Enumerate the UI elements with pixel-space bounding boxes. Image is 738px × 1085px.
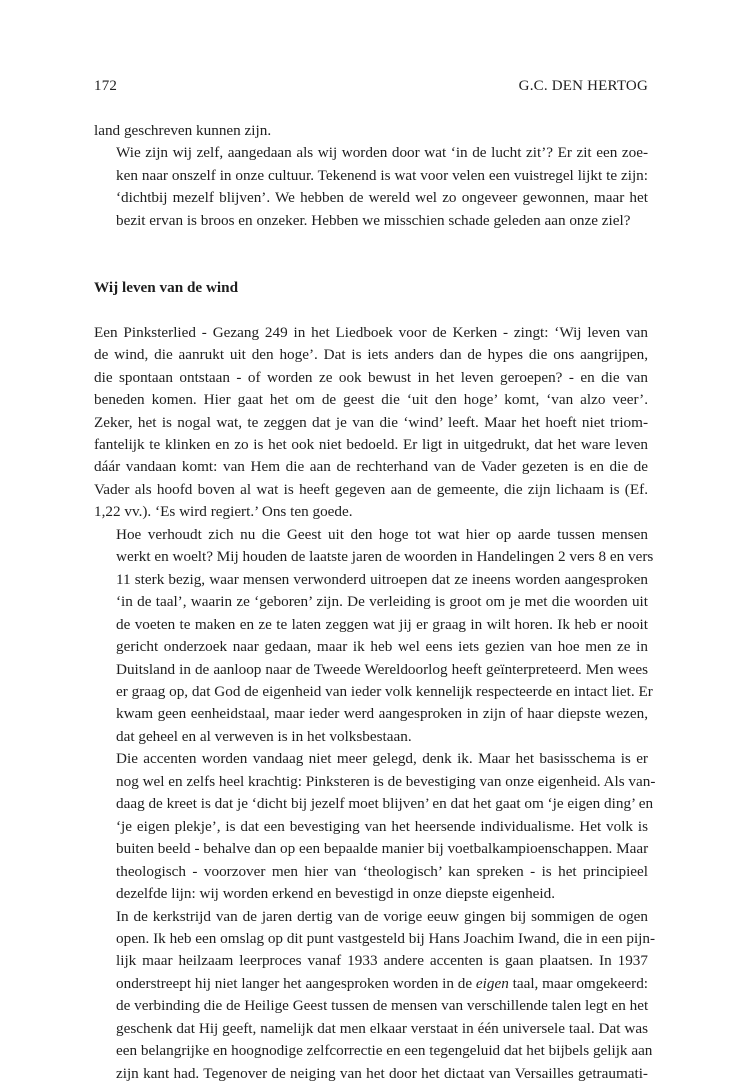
text-line: Vader als hoofd boven al wat is heeft gegeven aan de gemeente, die zijn lichaam is (Ef. bbox=[94, 479, 648, 501]
text-line: bezit ervan is broos en onzeker. Hebben we misschien schade geleden aan onze ziel? bbox=[94, 210, 648, 232]
text-line: theologisch - voorzover men hier van ‘theologisch’ kan spreken - is het principieel bbox=[94, 861, 648, 883]
section-paragraph-4 bbox=[94, 906, 648, 1085]
text-line: Zeker, het is nogal wat, te zeggen dat je van die ‘wind’ leeft. Maar het hoeft niet triom- bbox=[94, 412, 648, 434]
section-heading: Wij leven van de wind bbox=[94, 277, 648, 299]
intro-paragraph-2 bbox=[94, 142, 648, 232]
text-line: lijk maar heilzaam leerproces vanaf 1933 andere accenten is gaan plaatsen. In 1937 bbox=[94, 950, 648, 972]
page-body bbox=[94, 120, 648, 1085]
running-head-author: G.C. DEN HERTOG bbox=[519, 78, 648, 95]
text-line: werkt en woelt? Mij houden de laatste jaren de woorden in Handelingen 2 vers 8 en vers bbox=[94, 546, 648, 568]
text-line: dat geheel en al verweven is in het volksbestaan. bbox=[94, 726, 648, 748]
page-number: 172 bbox=[94, 78, 117, 95]
text-line: de verbinding die de Heilige Geest tussen de mensen van verschillende talen legt en het bbox=[94, 995, 648, 1017]
text-line-with-emphasis bbox=[94, 973, 648, 995]
text-line: gericht onderzoek naar gedaan, maar ik heb wel eens iets gezien van hoe men ze in bbox=[94, 636, 648, 658]
text-line: 11 sterk bezig, waar mensen verwonderd uitroepen dat ze ineens worden aangesproken bbox=[94, 569, 648, 591]
text-line: er graag op, dat God de eigenheid van ieder volk kennelijk respecteerde en intact liet. Er bbox=[94, 681, 648, 703]
text-line: Duitsland in de aanloop naar de Tweede Wereldoorlog heeft geïnterpreteerd. Men wees bbox=[94, 659, 648, 681]
emphasized-word: eigen bbox=[476, 975, 509, 992]
text-line: kwam geen eenheidstaal, maar ieder werd aangesproken in zijn of haar diepste wezen, bbox=[94, 703, 648, 725]
text-line: Die accenten worden vandaag niet meer gelegd, denk ik. Maar het basisschema is er bbox=[94, 748, 648, 770]
text-run: onderstreept hij niet langer het aangesproken worden in de bbox=[116, 975, 476, 992]
text-line: In de kerkstrijd van de jaren dertig van de vorige eeuw gingen bij sommigen de ogen bbox=[94, 906, 648, 928]
text-line: fantelijk te klinken en zo is het ook niet bedoeld. Er ligt in uitgedrukt, dat het ware leven bbox=[94, 434, 648, 456]
text-line: buiten beeld - behalve dan op een bepaalde manier bij voetbalkampioenschappen. Maar bbox=[94, 838, 648, 860]
intro-paragraph-1 bbox=[94, 120, 648, 142]
text-line: geschenk dat Hij geeft, namelijk dat men elkaar verstaat in één universele taal. Dat was bbox=[94, 1018, 648, 1040]
spacer bbox=[94, 232, 648, 277]
text-run: taal, maar omgekeerd: bbox=[509, 975, 648, 992]
text-line: die spontaan ontstaan - of worden ze ook bewust in het leven geroepen? - en die van bbox=[94, 367, 648, 389]
text-line: ken naar onszelf in onze cultuur. Tekenend is wat voor velen een vuistregel lijkt te zijn: bbox=[94, 165, 648, 187]
text-line: ‘je eigen plekje’, is dat een bevestiging van het heersende individualisme. Het volk is bbox=[94, 816, 648, 838]
text-line: de wind, die aanrukt uit den hoge’. Dat is iets anders dan de hypes die ons aangrijpen, bbox=[94, 344, 648, 366]
text-line: daag de kreet is dat je ‘dicht bij jezelf moet blijven’ en dat het gaat om ‘je eigen ding’ en bbox=[94, 793, 648, 815]
text-line: nog wel en zelfs heel krachtig: Pinksteren is de bevestiging van onze eigenheid. Als van- bbox=[94, 771, 648, 793]
text-line: land geschreven kunnen zijn. bbox=[94, 120, 648, 142]
text-line: 1,22 vv.). ‘Es wird regiert.’ Ons ten goede. bbox=[94, 501, 648, 523]
section-paragraph-1 bbox=[94, 322, 648, 524]
text-line: de voeten te maken en ze te laten zeggen wat jij er graag in wilt horen. Ik heb er nooit bbox=[94, 614, 648, 636]
text-line: open. Ik heb een omslag op dit punt vastgesteld bij Hans Joachim Iwand, die in een pijn- bbox=[94, 928, 648, 950]
text-line: Wie zijn wij zelf, aangedaan als wij worden door wat ‘in de lucht zit’? Er zit een zoe- bbox=[94, 142, 648, 164]
section-paragraph-3 bbox=[94, 748, 648, 905]
text-line: een belangrijke en hoognodige zelfcorrectie en een tegengeluid dat het bijbels gelijk aan bbox=[94, 1040, 648, 1062]
text-line: ‘dichtbij mezelf blijven’. We hebben de wereld wel zo ongeveer gewonnen, maar het bbox=[94, 187, 648, 209]
text-line: Hoe verhoudt zich nu die Geest uit den hoge tot wat hier op aarde tussen mensen bbox=[94, 524, 648, 546]
text-line: dáár vandaan komt: van Hem die aan de rechterhand van de Vader gezeten is en die de bbox=[94, 456, 648, 478]
section-paragraph-2 bbox=[94, 524, 648, 749]
text-line: Een Pinksterlied - Gezang 249 in het Liedboek voor de Kerken - zingt: ‘Wij leven van bbox=[94, 322, 648, 344]
spacer bbox=[94, 300, 648, 322]
running-head bbox=[94, 78, 648, 95]
text-line: zijn kant had. Tegenover de neiging van het door het dictaat van Versailles getraumati- bbox=[94, 1063, 648, 1085]
text-line: beneden komen. Hier gaat het om de geest die ‘uit den hoge’ komt, ‘van alzo veer’. bbox=[94, 389, 648, 411]
text-line: ‘in de taal’, waarin ze ‘geboren’ zijn. De verleiding is groot om je met die woorden uit bbox=[94, 591, 648, 613]
text-line: dezelfde lijn: wij worden erkend en bevestigd in onze diepste eigenheid. bbox=[94, 883, 648, 905]
